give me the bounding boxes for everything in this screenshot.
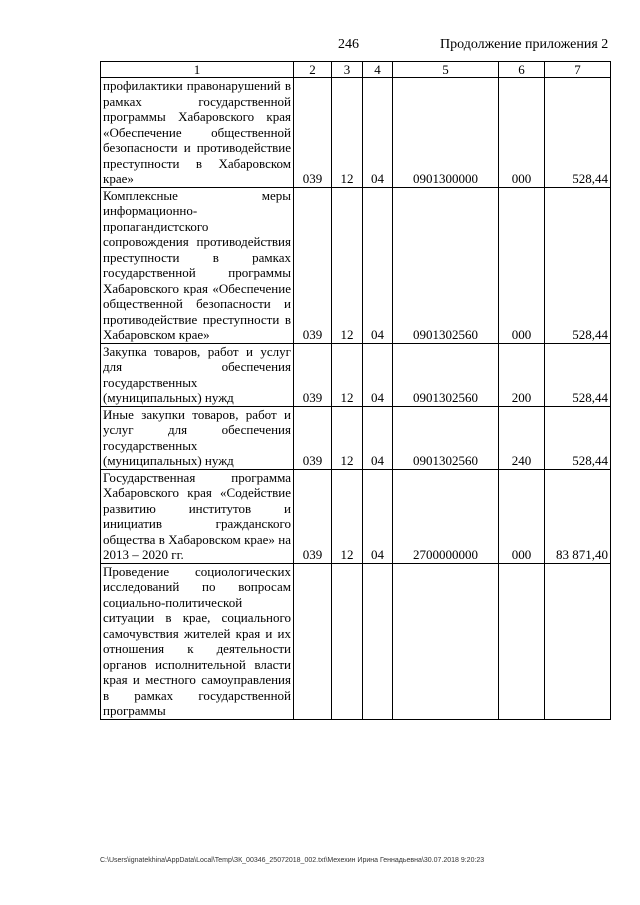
- row-pr: 04: [363, 406, 393, 469]
- row-pr: 04: [363, 469, 393, 563]
- table-row: [101, 78, 611, 188]
- row-vr: 240: [499, 406, 545, 469]
- table-row: [101, 563, 611, 719]
- table-row: [101, 187, 611, 343]
- row-ved: 039: [294, 406, 332, 469]
- column-number-row: [101, 62, 611, 78]
- row-ved: 039: [294, 78, 332, 188]
- row-sum: [545, 563, 611, 719]
- row-name: Иные закупки товаров, работ и услуг для обеспечения государственных (муниципальных) нужд: [101, 406, 294, 469]
- budget-table: [100, 61, 611, 720]
- row-csr: 0901302560: [393, 187, 499, 343]
- row-pr: 04: [363, 343, 393, 406]
- row-sum: 528,44: [545, 187, 611, 343]
- col-header-4: 4: [363, 62, 393, 78]
- row-rz: [332, 563, 363, 719]
- row-vr: 200: [499, 343, 545, 406]
- row-pr: 04: [363, 78, 393, 188]
- col-header-6: 6: [499, 62, 545, 78]
- row-name: Закупка товаров, работ и услуг для обеспечения государственных (муниципальных) нужд: [101, 343, 294, 406]
- row-vr: 000: [499, 78, 545, 188]
- row-csr: 0901300000: [393, 78, 499, 188]
- col-header-1: 1: [101, 62, 294, 78]
- row-ved: 039: [294, 343, 332, 406]
- row-sum: 83 871,40: [545, 469, 611, 563]
- col-header-3: 3: [332, 62, 363, 78]
- continuation-caption: Продолжение приложения 2: [440, 37, 609, 52]
- row-csr: 0901302560: [393, 343, 499, 406]
- page-number: 246: [338, 37, 359, 52]
- row-ved: [294, 563, 332, 719]
- row-rz: 12: [332, 469, 363, 563]
- row-vr: 000: [499, 469, 545, 563]
- row-rz: 12: [332, 78, 363, 188]
- row-csr: 0901302560: [393, 406, 499, 469]
- row-csr: 2700000000: [393, 469, 499, 563]
- row-sum: 528,44: [545, 343, 611, 406]
- row-rz: 12: [332, 343, 363, 406]
- row-rz: 12: [332, 406, 363, 469]
- row-name: Государственная программа Хабаровского края «Содействие развитию институтов и инициатив гражданского общества в Хабаровском крае» на 2013 – 2020 гг.: [101, 469, 294, 563]
- row-sum: 528,44: [545, 78, 611, 188]
- row-sum: 528,44: [545, 406, 611, 469]
- row-vr: [499, 563, 545, 719]
- col-header-7: 7: [545, 62, 611, 78]
- file-path-footer: C:\Users\ignatekhina\AppData\Local\Temp\ЗК_00346_25072018_002.txt\Мехехин Ирина Геннадьевна\30.07.2018 9:20:23: [100, 857, 485, 864]
- row-vr: 000: [499, 187, 545, 343]
- table-row: [101, 406, 611, 469]
- row-pr: 04: [363, 187, 393, 343]
- col-header-5: 5: [393, 62, 499, 78]
- table-row: [101, 469, 611, 563]
- row-ved: 039: [294, 187, 332, 343]
- row-ved: 039: [294, 469, 332, 563]
- row-rz: 12: [332, 187, 363, 343]
- row-name: Комплексные меры информационно-пропагандистского сопровождения противодействия преступности в рамках государственной программы Хабаровского края «Обеспечение общественной безопасности и противодействие преступности в Хабаровском крае»: [101, 187, 294, 343]
- table-row: [101, 343, 611, 406]
- row-name: профилактики правонарушений в рамках государственной программы Хабаровского края «Обеспечение общественной безопасности и противодействие преступности в Хабаровском крае»: [101, 78, 294, 188]
- row-name: Проведение социологических исследований по вопросам социально-политической ситуации в крае, социального самочувствия жителей края и их отношения к деятельности органов исполнительной власти края и местного самоуправления в рамках государственной программы: [101, 563, 294, 719]
- col-header-2: 2: [294, 62, 332, 78]
- row-csr: [393, 563, 499, 719]
- row-pr: [363, 563, 393, 719]
